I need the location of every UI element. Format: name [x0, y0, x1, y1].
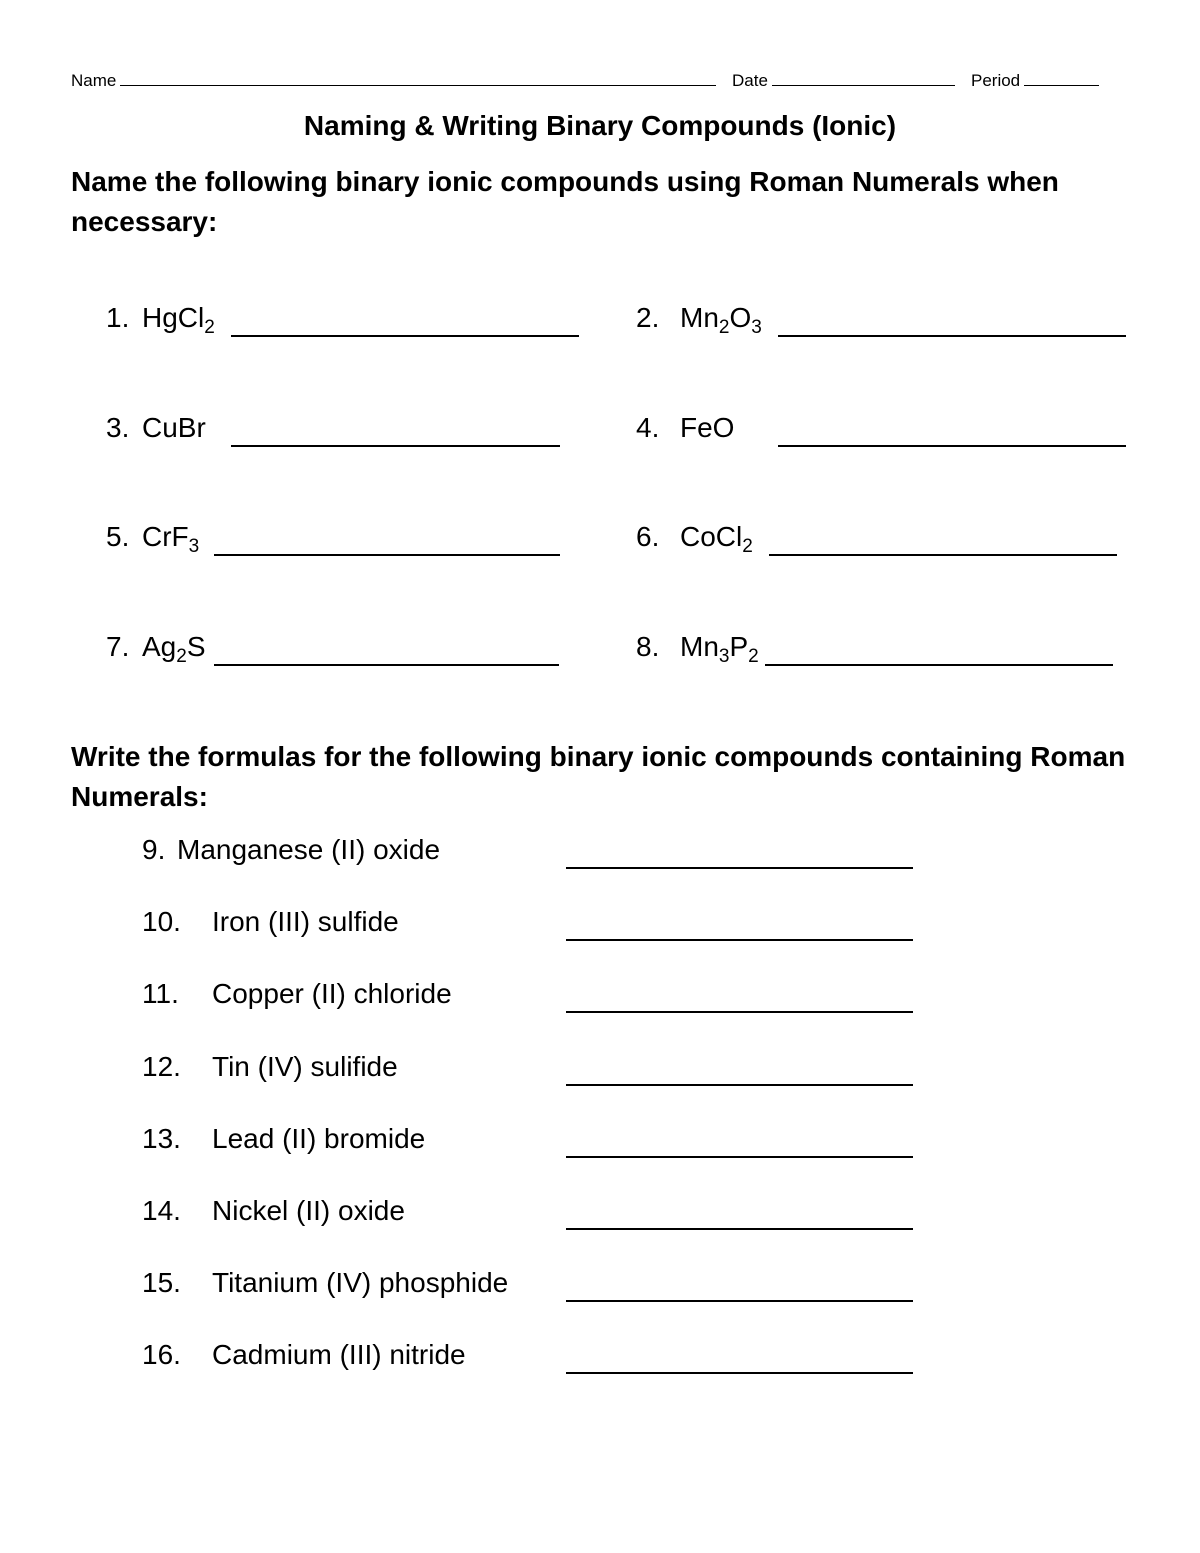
- page-title: Naming & Writing Binary Compounds (Ionic): [303, 110, 897, 141]
- answer-blank[interactable]: [566, 915, 913, 941]
- item-number: 6.: [636, 521, 660, 552]
- answer-blank[interactable]: [566, 1276, 913, 1302]
- compound-formula: CoCl$_2$: [680, 521, 753, 557]
- compound-name: Nickel (II) oxide: [212, 1195, 405, 1226]
- item-number: 13.: [142, 1123, 181, 1154]
- name-blank[interactable]: [120, 71, 716, 86]
- compound-name: Manganese (II) oxide: [177, 834, 441, 865]
- name-field[interactable]: [71, 71, 716, 91]
- answer-blank[interactable]: [214, 640, 559, 666]
- compound-name: Cadmium (III) nitride: [212, 1339, 466, 1370]
- item-number: 9.: [142, 834, 166, 865]
- answer-blank[interactable]: [231, 311, 579, 337]
- answer-blank[interactable]: [566, 1132, 913, 1158]
- answer-blank[interactable]: [769, 530, 1117, 556]
- compound-formula: $Ag_2S$: [142, 631, 206, 667]
- item-number: 10.: [142, 906, 181, 937]
- date-label: Date: [732, 71, 768, 90]
- compound-formula: HgCl$_2$: [142, 302, 215, 338]
- item-number: 11.: [142, 978, 179, 1009]
- compound-formula: $Mn_2O_3$: [680, 302, 762, 338]
- item-number: 1.: [106, 302, 130, 333]
- section1-instruction: Name the following binary ionic compounds using Roman Numerals when necessary:: [71, 166, 1059, 237]
- answer-blank[interactable]: [214, 530, 560, 556]
- period-blank[interactable]: [1024, 71, 1099, 86]
- item-number: 16.: [142, 1339, 181, 1370]
- answer-blank[interactable]: [566, 1204, 913, 1230]
- answer-blank[interactable]: [566, 843, 913, 869]
- answer-blank[interactable]: [231, 421, 560, 447]
- compound-name: Lead (II) bromide: [212, 1123, 426, 1154]
- section2-instruction: Write the formulas for the following binary ionic compounds containing Roman Numerals:: [71, 741, 1126, 812]
- answer-blank[interactable]: [566, 1348, 913, 1374]
- item-number: 14.: [142, 1195, 181, 1226]
- item-number: 4.: [636, 412, 660, 443]
- date-field[interactable]: [732, 71, 955, 91]
- item-number: 5.: [106, 521, 130, 552]
- answer-blank[interactable]: [765, 640, 1113, 666]
- period-label: Period: [971, 71, 1021, 90]
- compound-name: Tin (IV) sulifide: [212, 1051, 398, 1082]
- answer-blank[interactable]: [566, 1060, 913, 1086]
- compound-formula: $Mn_3P_2$: [680, 631, 759, 667]
- answer-blank[interactable]: [778, 421, 1126, 447]
- item-number: 7.: [106, 631, 130, 662]
- item-number: 12.: [142, 1051, 181, 1082]
- compound-formula: CrF$_3$: [142, 521, 200, 557]
- answer-blank[interactable]: [778, 311, 1126, 337]
- compound-name: Copper (II) chloride: [212, 978, 452, 1009]
- period-field[interactable]: [971, 71, 1099, 91]
- date-blank[interactable]: [772, 71, 955, 86]
- item-number: 8.: [636, 631, 660, 662]
- compound-formula: FeO: [680, 412, 735, 443]
- compound-formula: CuBr: [142, 412, 206, 443]
- compound-name: Iron (III) sulfide: [212, 906, 399, 937]
- name-label: Name: [71, 71, 117, 90]
- item-number: 3.: [106, 412, 130, 443]
- compound-name: Titanium (IV) phosphide: [212, 1267, 509, 1298]
- item-number: 2.: [636, 302, 660, 333]
- answer-blank[interactable]: [566, 987, 913, 1013]
- item-number: 15.: [142, 1267, 181, 1298]
